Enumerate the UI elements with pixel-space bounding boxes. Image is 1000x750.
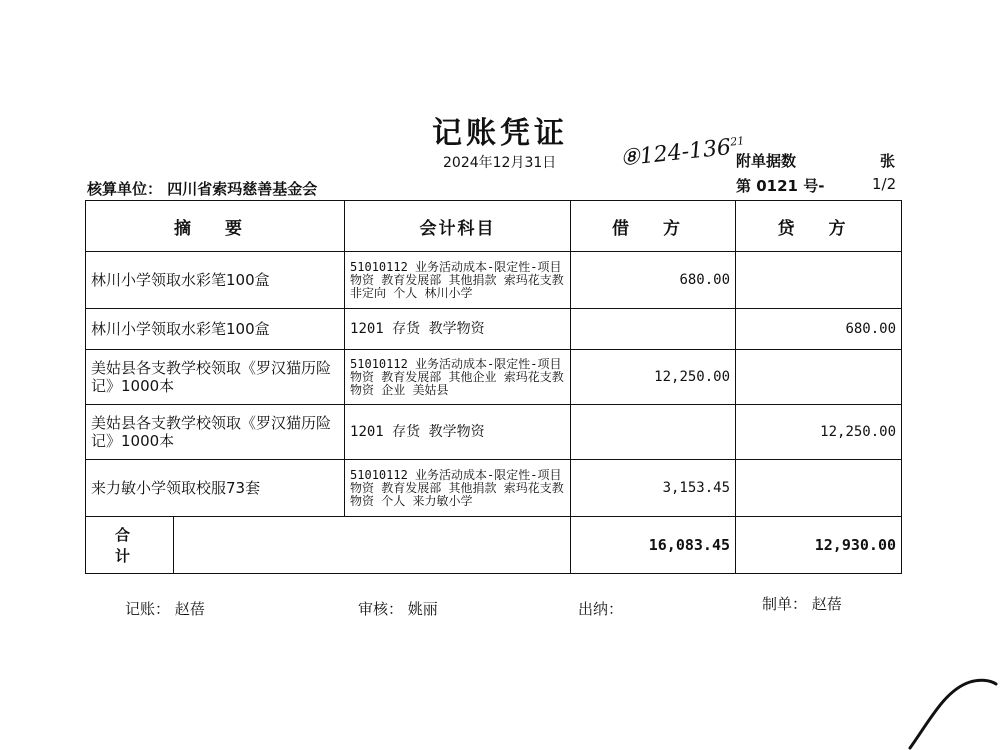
table-row (86, 309, 902, 350)
reviewer-signature: 审核： 姚丽 (358, 600, 438, 618)
attachment-unit: 张 (880, 152, 896, 170)
row-debit (571, 405, 736, 460)
row-credit: 680.00 (736, 309, 902, 350)
preparer-signature: 制单： 赵蓓 (762, 595, 842, 613)
total-debit: 16,083.45 (571, 517, 736, 574)
total-label: 合 计 (86, 517, 174, 574)
total-credit: 12,930.00 (736, 517, 902, 574)
row-subject: 51010112 业务活动成本-限定性-项目物资 教育发展部 其他捐款 索玛花支教 非定向 个人 林川小学 (345, 252, 571, 309)
row-credit: 12,250.00 (736, 405, 902, 460)
voucher-date: 2024年12月31日 (443, 155, 557, 171)
total-row (86, 517, 902, 574)
table-header-row (86, 201, 902, 252)
attachment-label: 附单据数 (736, 152, 797, 170)
table-row (86, 350, 902, 405)
row-subject: 51010112 业务活动成本-限定性-项目物资 教育发展部 其他企业 索玛花支教 物资 企业 美姑县 (345, 350, 571, 405)
row-summary: 来力敏小学领取校服73套 (86, 460, 345, 517)
row-credit (736, 252, 902, 309)
table-row (86, 460, 902, 517)
row-subject: 1201 存货 教学物资 (345, 405, 571, 460)
page-number: 1/2 (872, 175, 897, 193)
voucher-title: 记账凭证 (432, 116, 568, 151)
row-summary: 林川小学领取水彩笔100盒 (86, 252, 345, 309)
row-debit: 12,250.00 (571, 350, 736, 405)
handwritten-note-text: ⑧124-136 (619, 134, 733, 172)
col-debit-header: 借 方 (571, 201, 736, 252)
table-row (86, 252, 902, 309)
cashier-signature: 出纳： (578, 600, 624, 618)
bookkeeper-signature: 记账： 赵蓓 (125, 600, 205, 618)
pen-stroke-mark (900, 670, 1000, 750)
col-credit-header: 贷 方 (736, 201, 902, 252)
row-debit (571, 309, 736, 350)
row-summary: 美姑县各支教学校领取《罗汉猫历险记》1000本 (86, 405, 345, 460)
row-subject: 51010112 业务活动成本-限定性-项目物资 教育发展部 其他捐款 索玛花支教 物资 个人 来力敏小学 (345, 460, 571, 517)
row-credit (736, 350, 902, 405)
col-subject-header: 会计科目 (345, 201, 571, 252)
total-blank-cell (174, 517, 571, 574)
row-debit: 680.00 (571, 252, 736, 309)
accounting-unit: 核算单位： 四川省索玛慈善基金会 (87, 180, 318, 198)
col-summary-header: 摘 要 (86, 201, 345, 252)
row-credit (736, 460, 902, 517)
row-debit: 3,153.45 (571, 460, 736, 517)
table-row (86, 405, 902, 460)
row-summary: 美姑县各支教学校领取《罗汉猫历险记》1000本 (86, 350, 345, 405)
handwritten-note-sup: 21 (729, 134, 745, 149)
voucher-number: 第 0121 号- (736, 177, 825, 195)
row-subject: 1201 存货 教学物资 (345, 309, 571, 350)
voucher-table (85, 200, 902, 574)
row-summary: 林川小学领取水彩笔100盒 (86, 309, 345, 350)
